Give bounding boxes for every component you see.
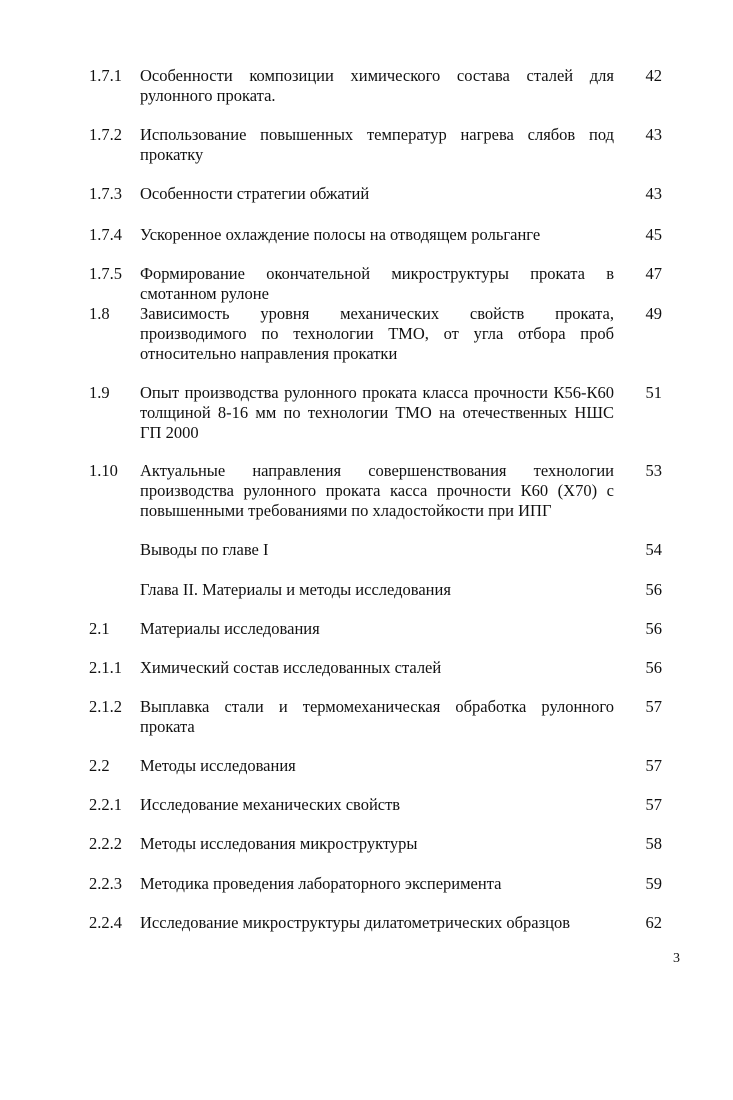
toc-entry-number: 1.7.1	[89, 66, 122, 85]
toc-entry-number: 2.2.3	[89, 874, 122, 893]
toc-entry-page: 57	[645, 697, 662, 716]
toc-entry-number: 1.7.5	[89, 264, 122, 283]
toc-entry-title: Опыт производства рулонного проката класса прочности К56-К60 толщиной 8-16 мм по технологии ТМО на отечественных НШС ГП 2000	[140, 383, 614, 442]
page-number: 3	[673, 951, 680, 966]
toc-entry-page: 56	[645, 658, 662, 677]
toc-entry-title: Использование повышенных температур нагрева слябов под прокатку	[140, 125, 614, 164]
toc-entry-title: Исследование механических свойств	[140, 795, 401, 814]
toc-entry-number: 1.7.4	[89, 225, 122, 244]
toc-entry-number: 2.1.2	[89, 697, 122, 716]
toc-entry-page: 43	[645, 125, 662, 144]
toc-entry-number: 1.7.2	[89, 125, 122, 144]
toc-entry-page: 51	[645, 383, 662, 402]
toc-entry-page: 62	[645, 913, 662, 932]
toc-entry-number: 2.1.1	[89, 658, 122, 677]
toc-entry-title: Особенности композиции химического состава сталей для рулонного проката.	[140, 66, 614, 105]
toc-entry-page: 53	[645, 461, 662, 480]
toc-entry-title: Актуальные направления совершенствования технологии производства рулонного проката касса прочности К60 (Х70) с повышенными требованиями по хладостойкости при ИПГ	[140, 461, 614, 520]
toc-entry-page: 54	[645, 540, 662, 559]
toc-entry-page: 42	[645, 66, 662, 85]
toc-entry-page: 43	[645, 184, 662, 203]
toc-entry-title: Материалы исследования	[140, 619, 320, 638]
toc-entry-page: 59	[645, 874, 662, 893]
toc-entry-number: 2.2	[89, 756, 110, 775]
toc-entry-title: Особенности стратегии обжатий	[140, 184, 370, 203]
toc-entry-page: 57	[645, 756, 662, 775]
toc-entry-page: 45	[645, 225, 662, 244]
toc-entry-number: 1.8	[89, 304, 110, 323]
toc-entry-number: 1.9	[89, 383, 110, 402]
toc-entry-title: Выплавка стали и термомеханическая обработка рулонного проката	[140, 697, 614, 736]
toc-entry-number: 1.10	[89, 461, 118, 480]
toc-entry-title: Формирование окончательной микроструктуры проката в смотанном рулоне	[140, 264, 614, 303]
toc-entry-page: 56	[645, 580, 662, 599]
toc-entry-title: Химический состав исследованных сталей	[140, 658, 442, 677]
toc-entry-page: 56	[645, 619, 662, 638]
toc-entry-page: 57	[645, 795, 662, 814]
toc-entry-page: 49	[645, 304, 662, 323]
toc-entry-page: 58	[645, 834, 662, 853]
toc-entry-title: Методы исследования	[140, 756, 296, 775]
toc-entry-title: Исследование микроструктуры дилатометрических образцов	[140, 913, 570, 932]
toc-entry-number: 2.2.4	[89, 913, 122, 932]
toc-entry-title: Методика проведения лабораторного эксперимента	[140, 874, 502, 893]
toc-entry-title: Глава II. Материалы и методы исследования	[140, 580, 451, 599]
toc-entry-number: 1.7.3	[89, 184, 122, 203]
toc-entry-number: 2.1	[89, 619, 110, 638]
toc-entry-title: Методы исследования микроструктуры	[140, 834, 418, 853]
toc-entry-number: 2.2.1	[89, 795, 122, 814]
toc-entry-title: Выводы по главе I	[140, 540, 269, 559]
toc-entry-title: Ускоренное охлаждение полосы на отводящем рольганге	[140, 225, 541, 244]
toc-entry-page: 47	[645, 264, 662, 283]
toc-entry-number: 2.2.2	[89, 834, 122, 853]
toc-entry-title: Зависимость уровня механических свойств проката, производимого по технологии ТМО, от угла отбора проб относительно направления прокатки	[140, 304, 614, 363]
